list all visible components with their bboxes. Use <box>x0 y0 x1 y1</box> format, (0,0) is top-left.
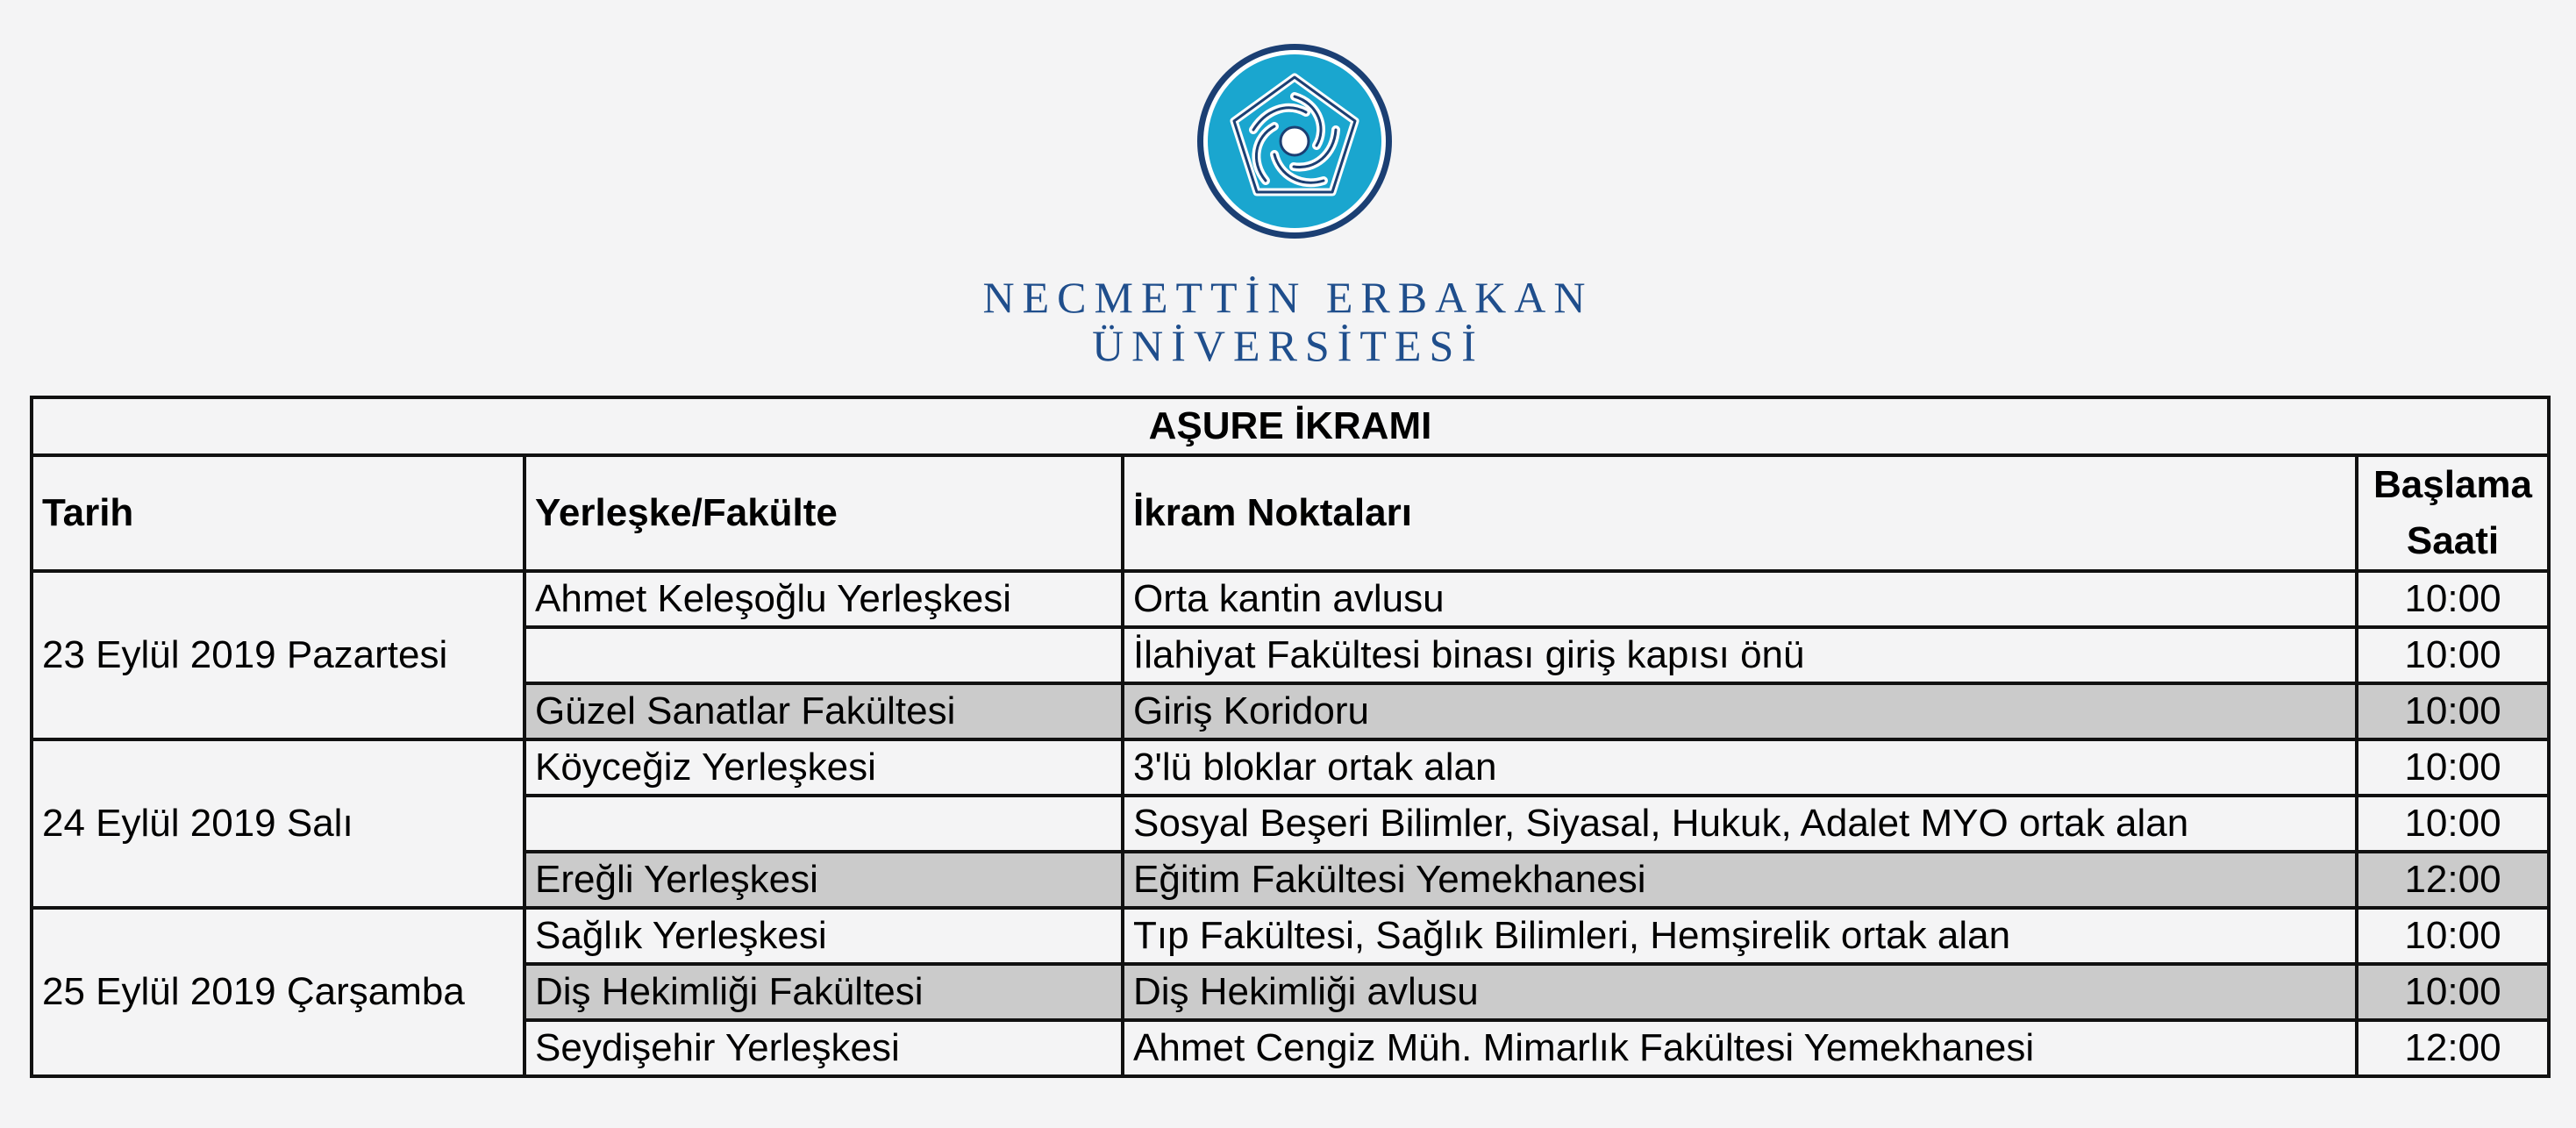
point-cell: Ahmet Cengiz Müh. Mimarlık Fakültesi Yemekhanesi <box>1123 1020 2357 1076</box>
campus-cell: Sağlık Yerleşkesi <box>524 908 1123 964</box>
point-cell: Tıp Fakültesi, Sağlık Bilimleri, Hemşirelik ortak alan <box>1123 908 2357 964</box>
table-row <box>32 908 2549 964</box>
point-cell: Sosyal Beşeri Bilimler, Siyasal, Hukuk, Adalet MYO ortak alan <box>1123 796 2357 852</box>
time-cell: 10:00 <box>2357 739 2549 796</box>
time-cell: 10:00 <box>2357 627 2549 683</box>
date-cell: 23 Eylül 2019 Pazartesi <box>32 571 524 739</box>
knot-pentagon-emblem-icon <box>1195 42 1394 240</box>
campus-cell <box>524 796 1123 852</box>
table-title: AŞURE İKRAMI <box>32 397 2549 455</box>
time-cell: 12:00 <box>2357 1020 2549 1076</box>
campus-cell: Seydişehir Yerleşkesi <box>524 1020 1123 1076</box>
campus-cell: Güzel Sanatlar Fakültesi <box>524 683 1123 739</box>
university-name-line1: NECMETTİN ERBAKAN <box>982 273 1594 322</box>
header-campus: Yerleşke/Fakülte <box>524 455 1123 571</box>
time-cell: 10:00 <box>2357 796 2549 852</box>
point-cell: 3'lü bloklar ortak alan <box>1123 739 2357 796</box>
time-cell: 10:00 <box>2357 571 2549 627</box>
table-title-row <box>32 397 2549 455</box>
point-cell: İlahiyat Fakültesi binası giriş kapısı önü <box>1123 627 2357 683</box>
university-logo <box>1195 42 1394 240</box>
campus-cell: Köyceğiz Yerleşkesi <box>524 739 1123 796</box>
header-date: Tarih <box>32 455 524 571</box>
table-row <box>32 739 2549 796</box>
header-start-time <box>2357 455 2549 571</box>
campus-cell: Ahmet Keleşoğlu Yerleşkesi <box>524 571 1123 627</box>
time-cell: 10:00 <box>2357 683 2549 739</box>
campus-cell <box>524 627 1123 683</box>
time-cell: 12:00 <box>2357 852 2549 908</box>
university-name-line2: ÜNİVERSİTESİ <box>1092 321 1484 370</box>
date-cell: 25 Eylül 2019 Çarşamba <box>32 908 524 1076</box>
campus-cell: Diş Hekimliği Fakültesi <box>524 964 1123 1020</box>
table-header-row <box>32 455 2549 571</box>
header-time-line2: Saati <box>2406 519 2500 562</box>
point-cell: Diş Hekimliği avlusu <box>1123 964 2357 1020</box>
ashure-schedule-table <box>30 396 2551 1078</box>
time-cell: 10:00 <box>2357 908 2549 964</box>
point-cell: Eğitim Fakültesi Yemekhanesi <box>1123 852 2357 908</box>
header-points: İkram Noktaları <box>1123 455 2357 571</box>
campus-cell: Ereğli Yerleşkesi <box>524 852 1123 908</box>
point-cell: Giriş Koridoru <box>1123 683 2357 739</box>
time-cell: 10:00 <box>2357 964 2549 1020</box>
date-cell: 24 Eylül 2019 Salı <box>32 739 524 908</box>
header-time-line1: Başlama <box>2373 463 2532 506</box>
point-cell: Orta kantin avlusu <box>1123 571 2357 627</box>
table-row <box>32 571 2549 627</box>
